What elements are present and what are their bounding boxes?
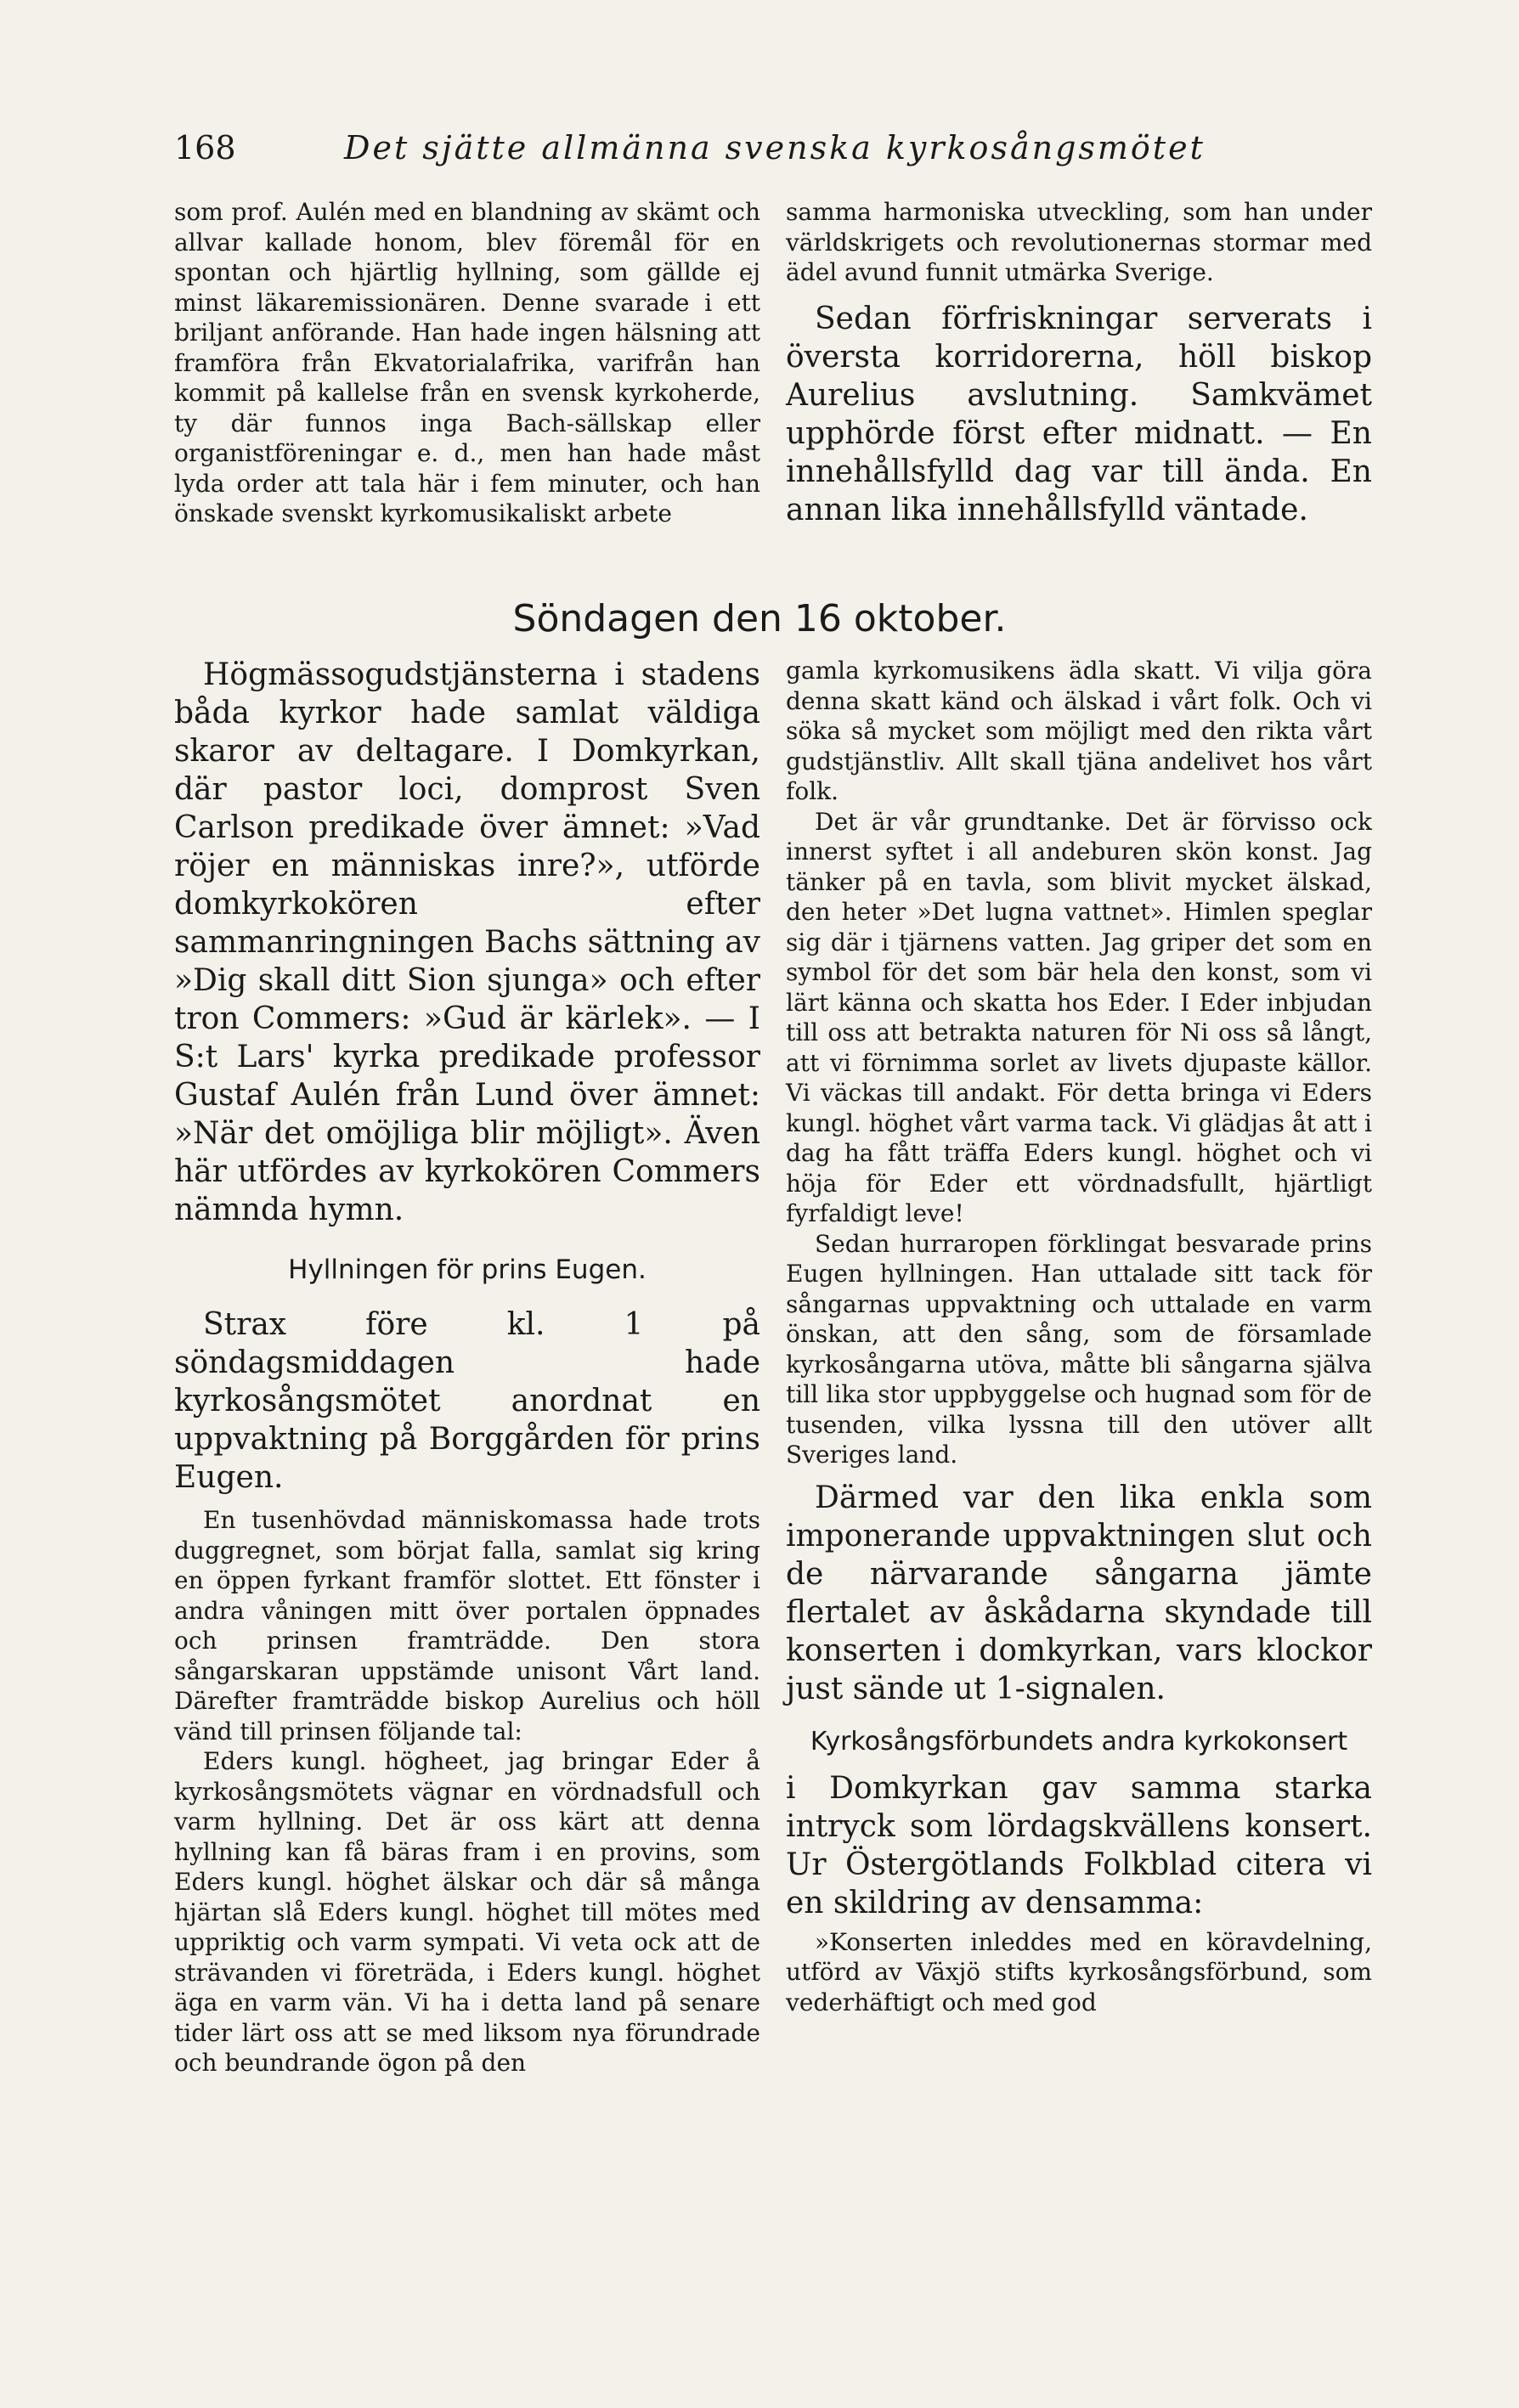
section-heading: Söndagen den 16 oktober.: [512, 597, 1007, 640]
paragraph: En tusenhövdad människomassa hade trots duggregnet, som börjat falla, samlat sig kring en öppen fyrkant framför slottet. Ett fönster i andra våningen mitt över portalen öppnades och prinsen framträdde. Den stora sångarskaran uppstämde unisont Vårt land. Därefter framträdde biskop Aurelius och höll vänd till prinsen följande tal:: [174, 1506, 760, 1745]
paragraph: samma harmoniska utveckling, som han under världskrigets och revolutionernas stormar med ädel avund funnit utmärka Sverige.: [786, 198, 1372, 286]
top-right-column: [786, 197, 1372, 529]
paragraph: Därmed var den lika enkla som imponerande uppvaktningen slut och de närvarande sångarna jämte flertalet av åskådarna skyndade till konserten i domkyrkan, vars klockor just sände ut 1-signalen.: [786, 1480, 1372, 1706]
top-left-column: [174, 197, 760, 529]
left-column: [174, 656, 760, 2078]
right-column: [786, 656, 1372, 2017]
paragraph: gamla kyrkomusikens ädla skatt. Vi vilja göra denna skatt känd och älskad i vårt folk. Och vi söka så mycket som möjligt med den rikta vårt gudstjänstliv. Allt skall tjäna andelivet hos vårt folk.: [786, 657, 1372, 805]
paragraph: Eders kungl. högheet, jag bringar Eder å kyrkosångsmötets vägnar en vördnadsfull och varm hyllning. Det är oss kärt att denna hyllning kan få bäras fram i en provins, som Eders kungl. höghet älskar och där så många hjärtan slå Eders kungl. höghet till mötes med uppriktig och varm sympati. Vi veta ock att de strävanden vi företräda, i Eders kungl. höghet äga en varm vän. Vi ha i detta land på senare tider lärt oss att se med liksom nya förundrade och beundrande ögon på den: [174, 1747, 760, 2077]
paragraph: som prof. Aulén med en blandning av skämt och allvar kallade honom, blev föremål för en spontan och hjärtlig hyllning, som gällde ej minst läkaremissionären. Denne svarade i ett briljant anförande. Han hade ingen hälsning att framföra från Ekvatorialafrika, varifrån han kommit på kallelse från en svensk kyrkoherde, ty där funnos inga Bach-sällskap eller organistföreningar e. d., men han hade måst lyda order att tala här i fem minuter, och han önskade svenskt kyrkomusikaliskt arbete: [174, 198, 760, 527]
paragraph: »Konserten inleddes med en köravdelning, utförd av Växjö stifts kyrkosångsförbund, som vederhäftigt och med god: [786, 1927, 1372, 2016]
paragraph: Strax före kl. 1 på söndagsmiddagen hade kyrkosångsmötet anordnat en uppvaktning på Borggården för prins Eugen.: [174, 1307, 760, 1495]
paragraph: Det är vår grundtanke. Det är förvisso ock innerst syftet i all andeburen skön konst. Jag tänker på en tavla, som blivit mycket älskad, den heter »Det lugna vattnet». Himlen speglar sig där i tjärnens vatten. Jag griper det som en symbol för det som bär hela den konst, som vi lärt känna och skatta hos Eder. I Eder inbjudan till oss att betrakta naturen för Ni oss så långt, att vi förnimma sorlet av livets djupaste källor. Vi väckas till andakt. För detta bringa vi Eders kungl. höghet vårt varma tack. Vi glädjas åt att i dag ha fått träffa Eders kungl. höghet och vi höja för Eder ett vördnadsfullt, hjärtligt fyrfaldigt leve!: [786, 807, 1372, 1227]
paragraph: i Domkyrkan gav samma starka intryck som lördagskvällens konsert. Ur Östergötlands Folkblad citera vi en skildring av densamma:: [786, 1770, 1372, 1920]
paragraph: Sedan hurraropen förklingat besvarade prins Eugen hyllningen. Han uttalade sitt tack för sångarnas uppvaktning och uttalade en varm önskan, att den sång, som de församlade kyrkosångarna utöva, måtte bli sångarna själva till lika stor uppbyggelse och hugnad som för de tusenden, vilka lyssna till den utöver allt Sveriges land.: [786, 1229, 1372, 1469]
subheading: Kyrkosångsförbundets andra kyrkokonsert: [810, 1726, 1348, 1757]
paragraph: Högmässogudstjänsterna i stadens båda kyrkor hade samlat väldiga skaror av deltagare. I Domkyrkan, där pastor loci, domprost Sven Carlson predikade över ämnet: »Vad röjer en människas inre?», utförde domkyrkokören efter sammanringningen Bachs sättning av »Dig skall ditt Sion sjunga» och efter tron Commers: »Gud är kärlek». — I S:t Lars' kyrka predikade professor Gustaf Aulén från Lund över ämnet: »När det omöjliga blir möjligt». Även här utfördes av kyrkokören Commers nämnda hymn.: [174, 657, 760, 1227]
page-header: [174, 129, 1364, 180]
running-title: Det sjätte allmänna svenska kyrkosångsmötet: [344, 129, 1206, 166]
subheading: Hyllningen för prins Eugen.: [288, 1255, 647, 1285]
paragraph: Sedan förfriskningar serverats i översta korridorerna, höll biskop Aurelius avslutning. Samkvämet upphörde först efter midnatt. — En innehållsfylld dag var till ända. En annan lika innehållsfylld väntade.: [786, 301, 1372, 527]
page-number: 168: [174, 129, 236, 166]
